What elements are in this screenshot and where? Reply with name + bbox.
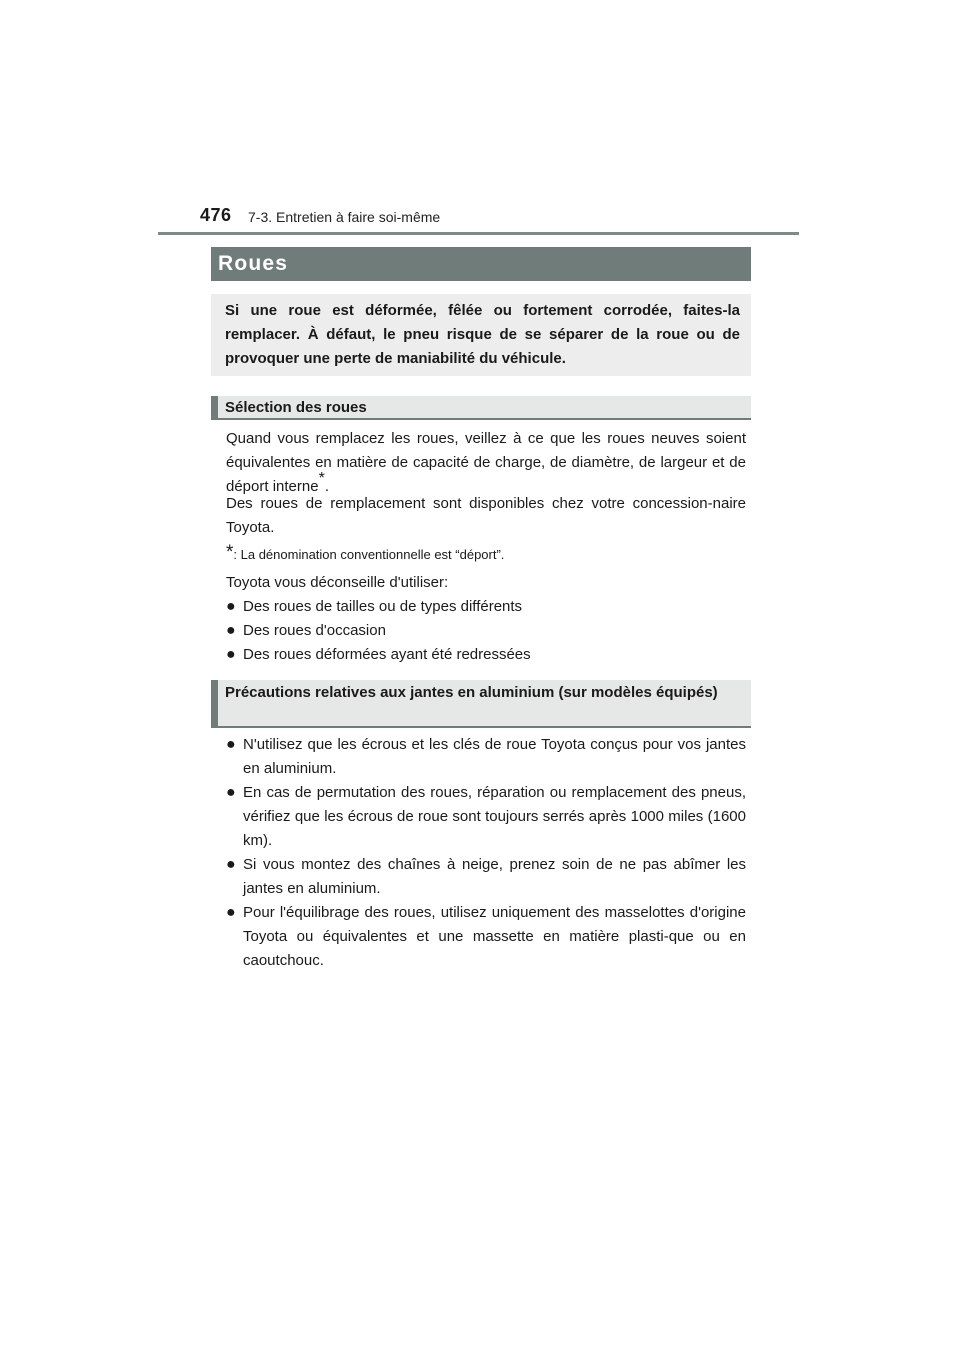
page-title: Roues <box>211 247 751 281</box>
list-item <box>226 781 746 853</box>
list-item-text: Pour l'équilibrage des roues, utilisez uniquement des masselottes d'origine Toyota ou équivalentes et une massette en matière plasti-que ou en caoutchouc. <box>243 904 746 969</box>
paragraph-dealer: Des roues de remplacement sont disponibles chez votre concession-naire Toyota. <box>226 495 746 536</box>
footnote <box>226 543 746 567</box>
list-item-text: Si vous montez des chaînes à neige, prenez soin de ne pas abîmer les jantes en aluminium. <box>243 856 746 897</box>
bullet-icon: ● <box>226 622 236 639</box>
intro-box: Si une roue est déformée, fêlée ou fortement corrodée, faites-la remplacer. À défaut, le pneu risque de se séparer de la roue ou de provoquer une perte de maniabilité du véhicule. <box>211 294 751 376</box>
list-item-text: En cas de permutation des roues, réparation ou remplacement des pneus, vérifiez que les écrous de roue sont toujours serrés après 1000 miles (1600 km). <box>243 784 746 849</box>
bullet-icon: ● <box>226 856 236 873</box>
bullet-icon: ● <box>226 598 236 615</box>
paragraph-replacement-text: Quand vous remplacez les roues, veillez à ce que les roues neuves soient équivalentes en matière de capacité de charge, de diamètre, de largeur et de déport interne <box>226 430 746 495</box>
list-item <box>226 853 746 901</box>
footnote-text: : La dénomination conventionnelle est “déport”. <box>233 547 505 562</box>
aluminium-precautions-list <box>226 733 746 973</box>
wheel-advice-list <box>226 595 746 667</box>
bullet-icon: ● <box>226 904 236 921</box>
list-item-text: Des roues déformées ayant été redressées <box>243 646 531 663</box>
bullet-icon: ● <box>226 736 236 753</box>
paragraph-replacement <box>226 427 746 499</box>
list-item <box>226 619 746 643</box>
bullet-icon: ● <box>226 784 236 801</box>
list-item <box>226 733 746 781</box>
footnote-reference: * <box>318 470 325 487</box>
footnote-marker: * <box>226 542 234 563</box>
subheading-wheel-selection: Sélection des roues <box>211 396 751 420</box>
header-rule <box>158 232 799 235</box>
section-path: 7-3. Entretien à faire soi-même <box>248 209 441 225</box>
list-item <box>226 643 746 667</box>
bullet-icon: ● <box>226 646 236 663</box>
list-item <box>226 901 746 973</box>
paragraph-replacement-end: . <box>324 478 329 495</box>
list-item-text: Des roues d'occasion <box>243 622 386 639</box>
list-item <box>226 595 746 619</box>
list-item-text: N'utilisez que les écrous et les clés de roue Toyota conçus pour vos jantes en aluminium. <box>243 736 746 777</box>
paragraph-advice: Toyota vous déconseille d'utiliser: <box>226 574 449 591</box>
list-item-text: Des roues de tailles ou de types différents <box>243 598 523 615</box>
subheading-aluminium-precautions: Précautions relatives aux jantes en aluminium (sur modèles équipés) <box>211 680 751 728</box>
page-number: 476 <box>200 205 232 225</box>
